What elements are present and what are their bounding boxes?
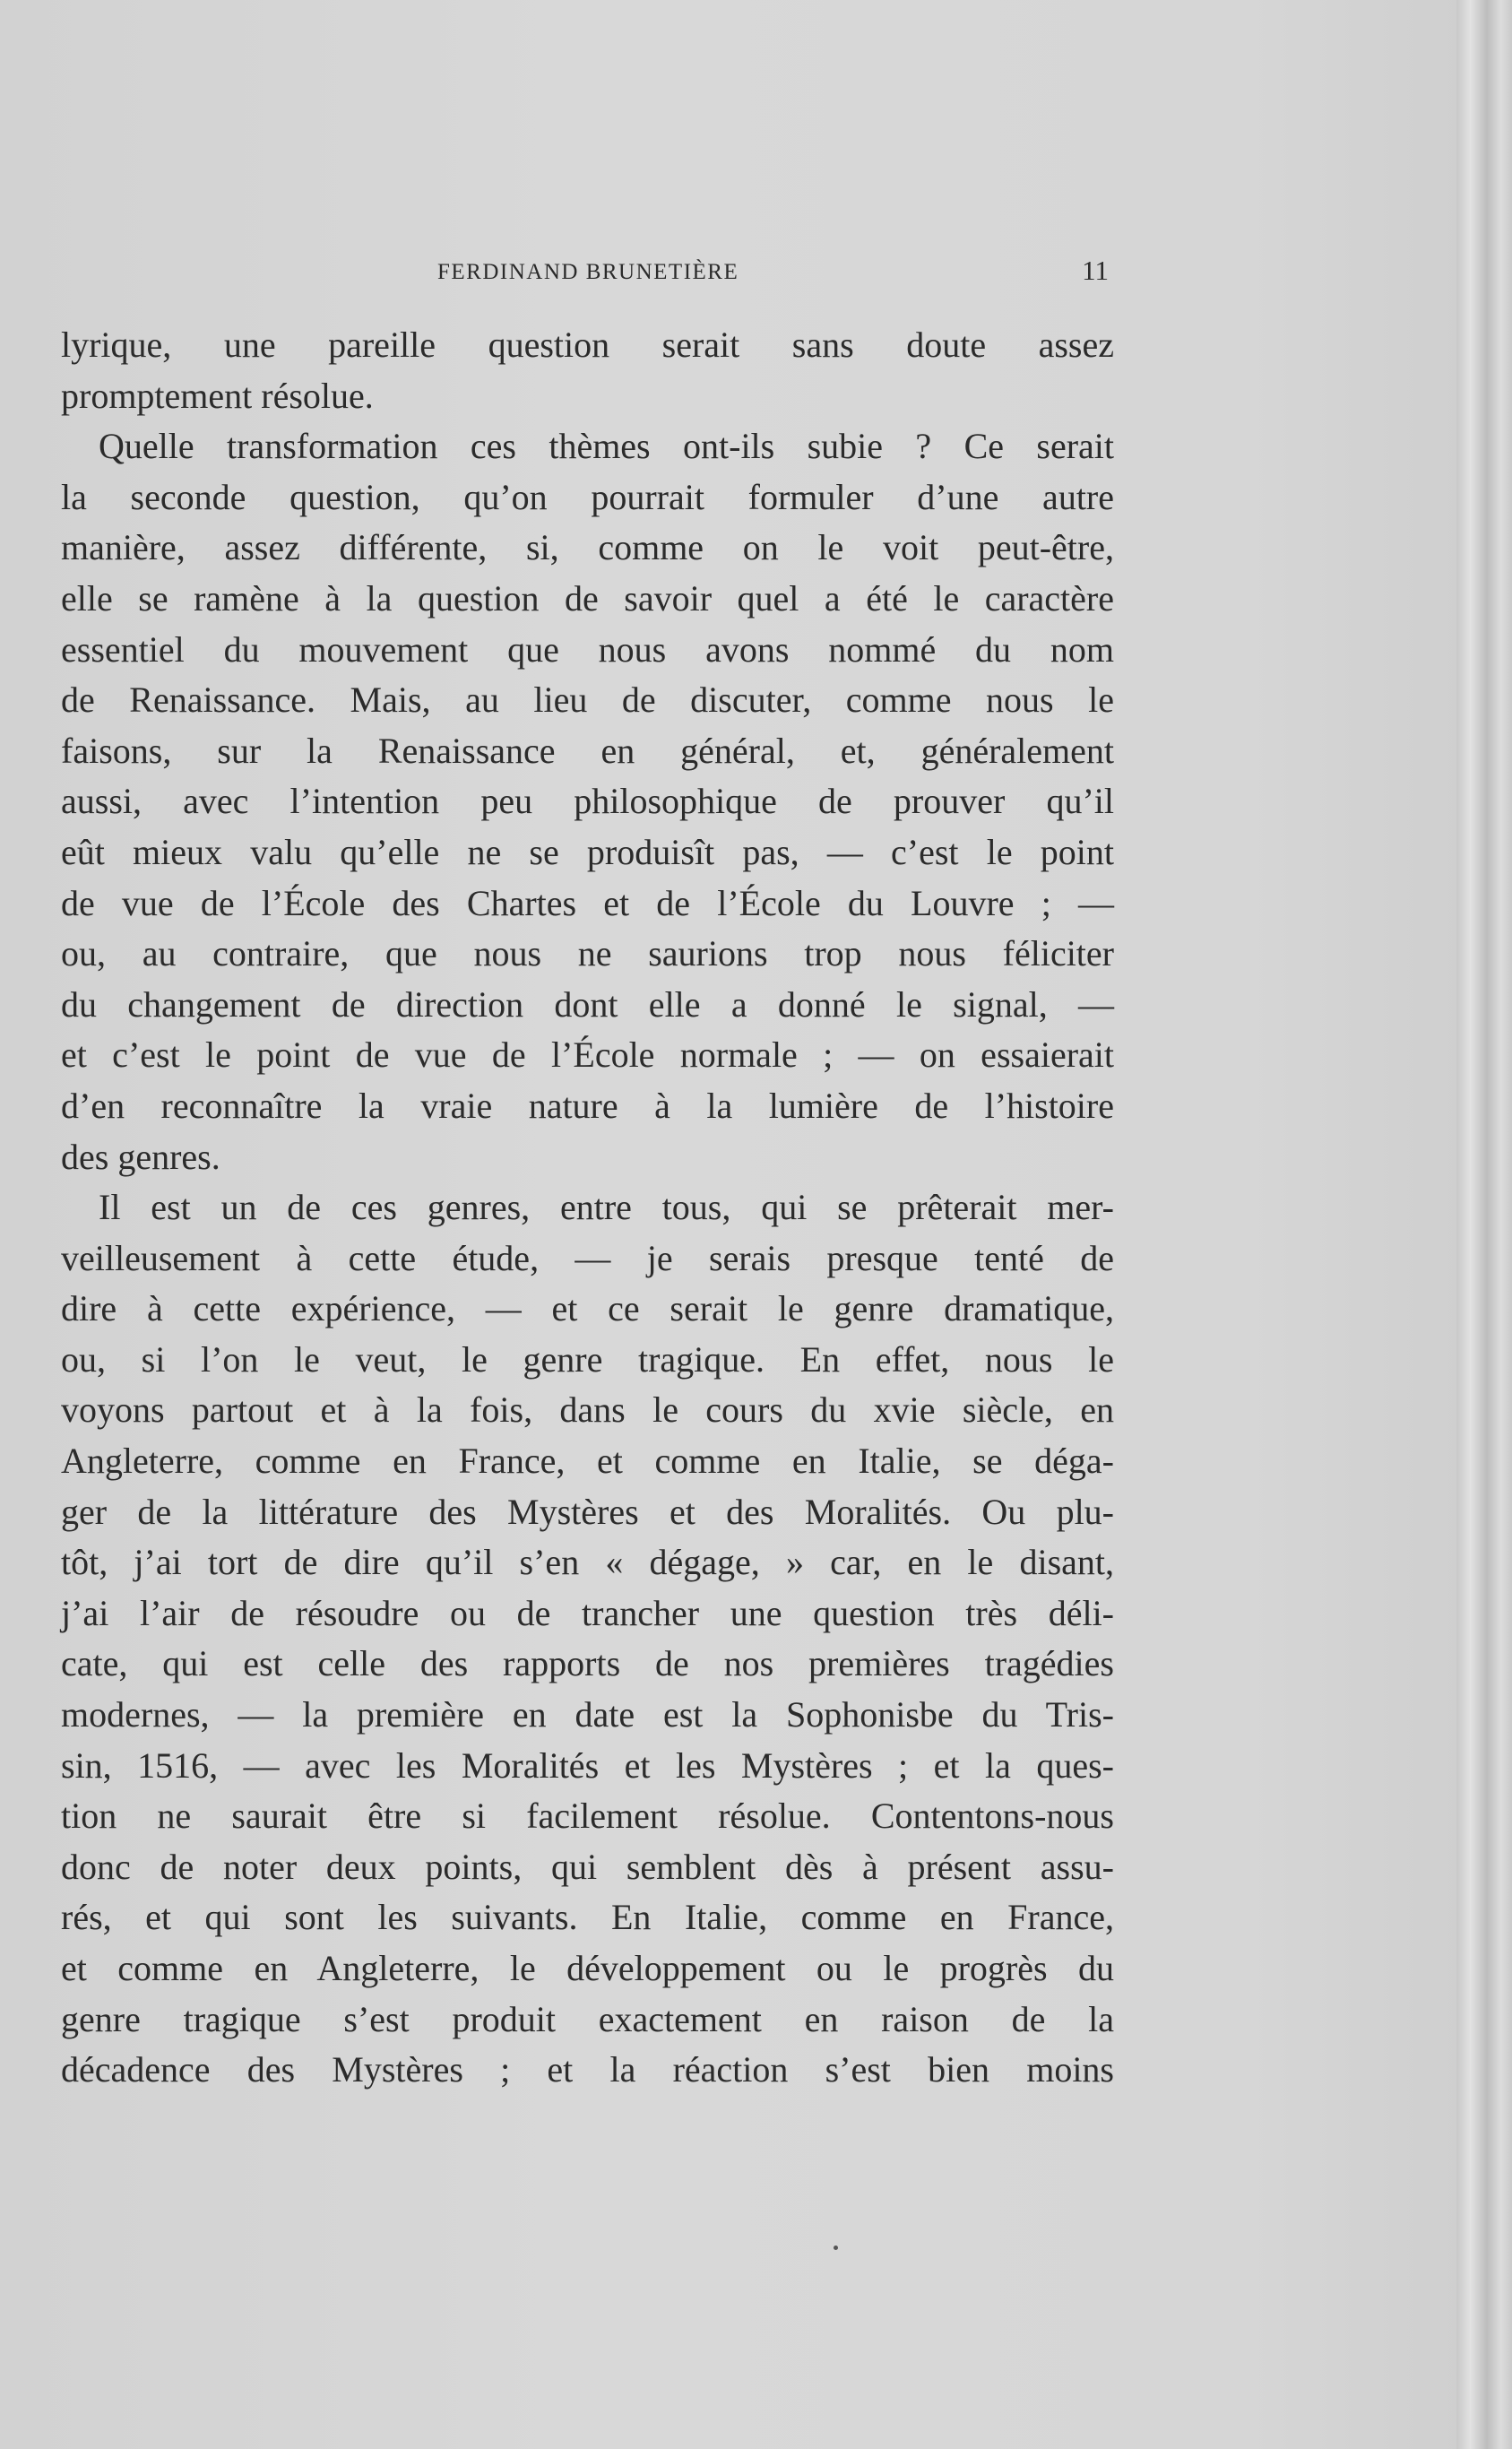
text-line: donc de noter deux points, qui semblent dès à présent assu-: [61, 1846, 1114, 1887]
running-head: FERDINAND BRUNETIÈRE: [437, 260, 739, 284]
text-line: manière, assez différente, si, comme on le voit peut-être,: [61, 527, 1114, 568]
text-line: et c’est le point de vue de l’École normale ; — on essaierait: [61, 1034, 1114, 1076]
book-spine: [1456, 0, 1512, 2449]
text-line: des genres.: [61, 1136, 220, 1177]
ink-speck: [834, 2246, 838, 2250]
text-line: ou, au contraire, que nous ne saurions trop nous féliciter: [61, 933, 1114, 974]
text-line: elle se ramène à la question de savoir quel a été le caractère: [61, 577, 1114, 619]
text-line: de Renaissance. Mais, au lieu de discuter, comme nous le: [61, 679, 1114, 721]
text-line: dire à cette expérience, — et ce serait le genre dramatique,: [61, 1288, 1114, 1329]
text-line: décadence des Mystères ; et la réaction s’est bien moins: [61, 2049, 1114, 2090]
text-line: tion ne saurait être si facilement résolue. Contentons-nous: [61, 1796, 1114, 1837]
text-line: du changement de direction dont elle a donné le signal, —: [61, 983, 1114, 1025]
text-line: ger de la littérature des Mystères et des Moralités. Ou plu-: [61, 1491, 1114, 1532]
text-line: eût mieux valu qu’elle ne se produisît pas, — c’est le point: [61, 831, 1114, 872]
page-number: 11: [1082, 255, 1109, 286]
text-line: veilleusement à cette étude, — je serais presque tenté de: [61, 1237, 1114, 1278]
text-line: Il est un de ces genres, entre tous, qui se prêterait mer-: [99, 1187, 1114, 1228]
page-header: [61, 255, 1114, 290]
text-line: Quelle transformation ces thèmes ont-ils subie ? Ce serait: [99, 426, 1114, 467]
text-line: et comme en Angleterre, le développement ou le progrès du: [61, 1948, 1114, 1988]
text-line: la seconde question, qu’on pourrait formuler d’une autre: [61, 476, 1114, 517]
text-line: sin, 1516, — avec les Moralités et les Mystères ; et la ques-: [61, 1744, 1114, 1786]
text-line: de vue de l’École des Chartes et de l’École du Louvre ; —: [61, 882, 1114, 923]
text-line: tôt, j’ai tort de dire qu’il s’en « dégage, » car, en le disant,: [61, 1542, 1114, 1583]
text-line: genre tragique s’est produit exactement en raison de la: [61, 1998, 1114, 2039]
text-line: essentiel du mouvement que nous avons nommé du nom: [61, 628, 1114, 670]
text-line: aussi, avec l’intention peu philosophique de prouver qu’il: [61, 781, 1114, 822]
text-line: promptement résolue.: [61, 375, 374, 416]
text-line: rés, et qui sont les suivants. En Italie, comme en France,: [61, 1897, 1114, 1938]
text-line: ou, si l’on le veut, le genre tragique. En effet, nous le: [61, 1338, 1114, 1380]
text-line: cate, qui est celle des rapports de nos premières tragédies: [61, 1643, 1114, 1684]
text-line: modernes, — la première en date est la Sophonisbe du Tris-: [61, 1694, 1114, 1735]
text-line: j’ai l’air de résoudre ou de trancher une question très déli-: [61, 1592, 1114, 1633]
body-text: [61, 320, 1114, 2096]
text-line: Angleterre, comme en France, et comme en Italie, se déga-: [61, 1441, 1114, 1482]
text-line: lyrique, une pareille question serait sans doute assez: [61, 325, 1114, 365]
text-line: faisons, sur la Renaissance en général, et, généralement: [61, 730, 1114, 771]
text-line: d’en reconnaître la vraie nature à la lumière de l’histoire: [61, 1085, 1114, 1126]
text-line: voyons partout et à la fois, dans le cours du xvie siècle, en: [61, 1389, 1114, 1431]
